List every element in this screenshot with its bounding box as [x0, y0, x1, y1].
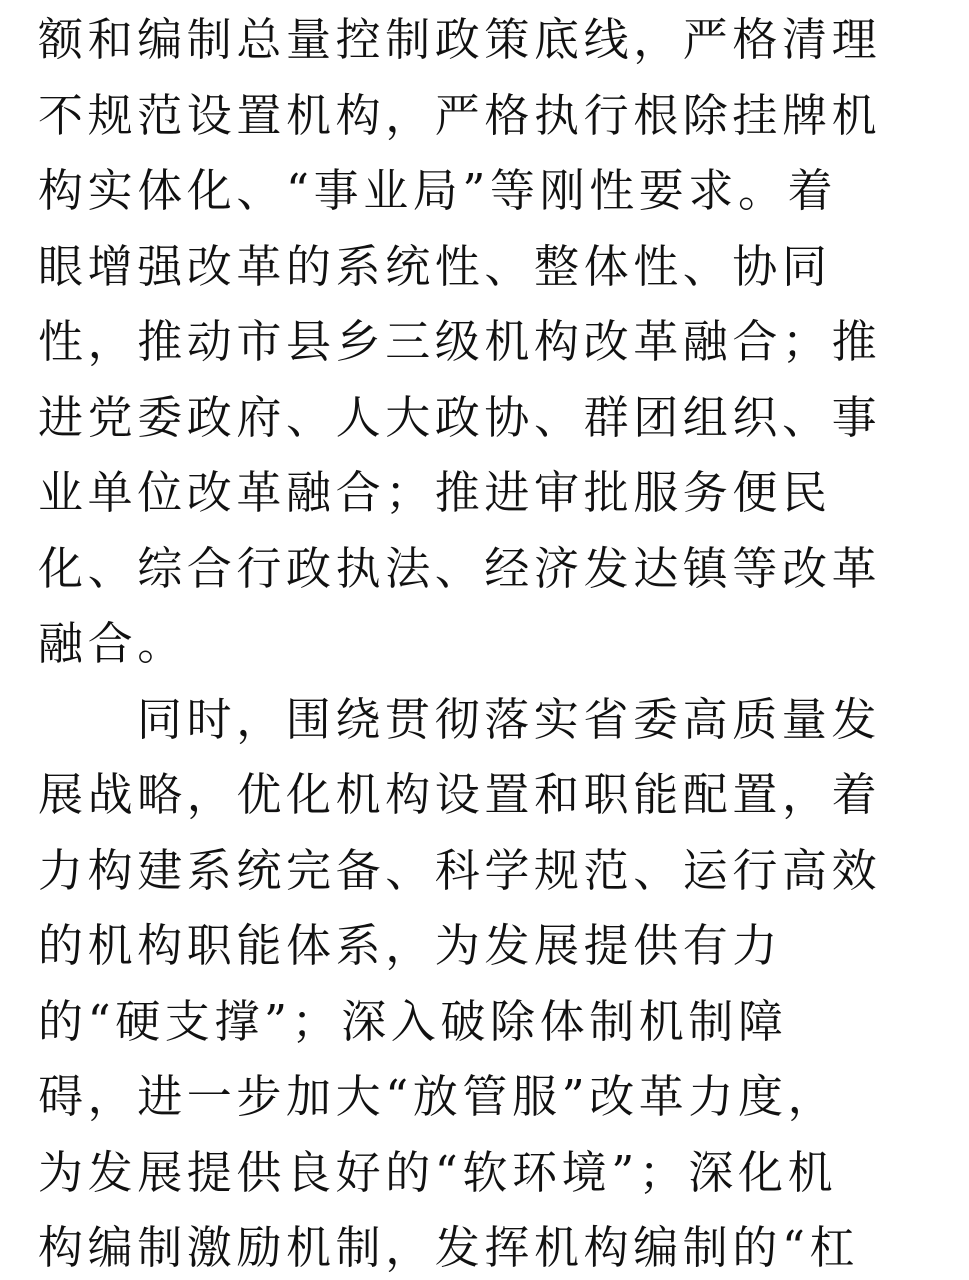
- text-line-2: 不规范设置机构，严格执行根除挂牌机: [38, 89, 882, 142]
- text-line-11: 展战略，优化机构设置和职能配置，着: [38, 768, 882, 821]
- text-line-15: 碍，进一步加大“放管服”改革力度，: [38, 1070, 838, 1123]
- text-line-14: 的“硬支撑”；深入破除体制机制障: [38, 995, 788, 1048]
- text-line-6: 进党委政府、人大政协、群团组织、事: [38, 391, 882, 444]
- text-line-9: 融合。: [38, 617, 187, 670]
- text-line-17: 构编制激励机制，发挥机构编制的“杠: [38, 1221, 860, 1274]
- text-line-16: 为发展提供良好的“软环境”；深化机: [38, 1146, 838, 1199]
- text-line-1: 额和编制总量控制政策底线，严格清理: [38, 13, 882, 66]
- text-line-5: 性，推动市县乡三级机构改革融合；推: [38, 315, 882, 368]
- text-line-13: 的机构职能体系，为发展提供有力: [38, 919, 783, 972]
- text-line-12: 力构建系统完备、科学规范、运行高效: [38, 844, 882, 897]
- text-line-7: 业单位改革融合；推进审批服务便民: [38, 466, 832, 519]
- paragraph-indent-line: 同时，围绕贯彻落实省委高质量发: [137, 693, 882, 746]
- text-line-4: 眼增强改革的系统性、整体性、协同: [38, 240, 832, 293]
- text-line-3: 构实体化、“事业局”等刚性要求。着: [38, 164, 838, 217]
- text-line-8: 化、综合行政执法、经济发达镇等改革: [38, 542, 882, 595]
